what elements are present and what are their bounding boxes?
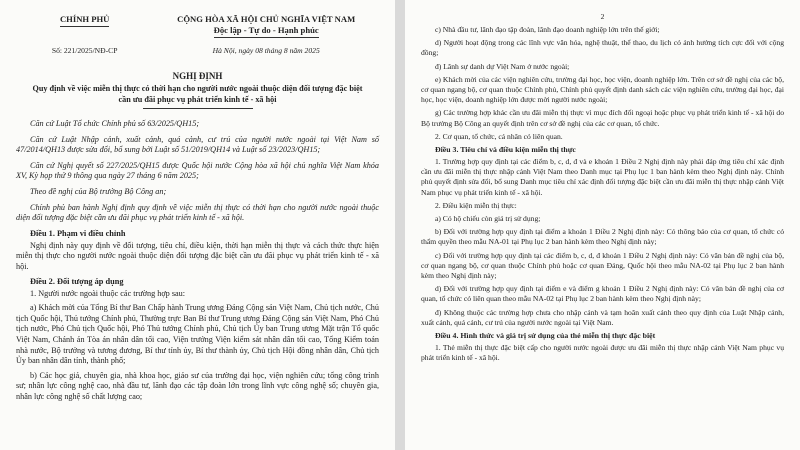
article-3-item: b) Đối với trường hợp quy định tại điểm a khoản 1 Điều 2 Nghị định này: Có thông báo của cơ quan, tổ chức có thẩm quyền theo mẫu NA-01 tại Phụ lục 2 ban hành kèm theo Nghị định này; xyxy=(421,227,784,247)
article-3-item: a) Có hộ chiếu còn giá trị sử dụng; xyxy=(435,214,541,224)
document-meta xyxy=(16,46,379,55)
article-3-item: đ) Không thuộc các trường hợp chưa cho nhập cảnh và tạm hoãn xuất cảnh theo quy định của Luật Nhập cảnh, xuất cảnh, quá cảnh, cư trú của người nước ngoài tại Việt Nam. xyxy=(421,307,784,327)
article-2-item: 1. Người nước ngoài thuộc các trường hợp sau: xyxy=(30,288,186,298)
article-3-item: 2. Điều kiện miễn thị thực: xyxy=(435,200,517,210)
article-2-item: e) Khách mời của các viện nghiên cứu, trường đại học, học viện, doanh nghiệp lớn. Trên cơ sở đề nghị của các bộ, cơ quan ngang bộ, cơ quan thuộc Chính phủ, Chính phủ quyết định danh sách các viện nghiên cứu, trường đại học, đại học, học viện, doanh nghiệp lớn được mời người nước ngoài; xyxy=(421,74,784,105)
article-3-item: 1. Trường hợp quy định tại các điểm b, c, d, đ và e khoản 1 Điều 2 Nghị định này phải đáp ứng tiêu chí xác định cần ưu đãi miễn thị thực nhập cảnh Việt Nam theo Danh mục tại Phụ lục 1 ban hành kèm theo Nghị định này. Chính phủ quyết định sửa đổi, bổ sung Danh mục tiêu chí xác định đối tượng đặc biệt cần ưu đãi miễn thị thực nhập cảnh Việt Nam phục vụ phát triển kinh tế - xã hội. xyxy=(421,157,784,197)
issuing-agency: CHÍNH PHỦ xyxy=(60,14,109,27)
page-header xyxy=(16,14,379,38)
legal-basis-2: Căn cứ Luật Nhập cảnh, xuất cảnh, quá cảnh, cư trú của người nước ngoài tại Việt Nam số 47/2014/QH13 được sửa đổi, bổ sung bởi Luật số 51/2019/QH14 và Luật số 23/2023/QH15; xyxy=(16,134,379,155)
article-4-title: Điều 4. Hình thức và giá trị sử dụng của thẻ miễn thị thực đặc biệt xyxy=(435,331,656,341)
article-2-item: g) Các trường hợp khác cần ưu đãi miễn thị thực vì mục đích đối ngoại hoặc phục vụ phát triển kinh tế - xã hội do Bộ trưởng Bộ Công an quyết định trên cơ sở đề nghị của các cơ quan, tổ chức. xyxy=(421,108,784,128)
document-date: Hà Nội, ngày 08 tháng 8 năm 2025 xyxy=(212,46,320,55)
legal-basis-5: Chính phủ ban hành Nghị định quy định về việc miễn thị thực có thời hạn cho người nước ngoài thuộc diện đối tượng đặc biệt cần ưu đãi phục vụ phát triển kinh tế - xã hội. xyxy=(16,202,379,223)
title-divider xyxy=(143,108,253,109)
article-2-item: 2. Cơ quan, tổ chức, cá nhân có liên quan. xyxy=(435,131,563,141)
article-3-title: Điều 3. Tiêu chí và điều kiện miễn thị thực xyxy=(435,145,576,155)
article-2-title: Điều 2. Đối tượng áp dụng xyxy=(30,276,124,286)
article-2-item: a) Khách mời của Tổng Bí thư Ban Chấp hành Trung ương Đảng Cộng sản Việt Nam, Chủ tịch nước, Chủ tịch Quốc hội, Thủ tướng Chính phủ, Thường trực Ban Bí thư Trung ương Đảng Cộng sản Việt Nam, Phó Chủ tịch nước, Phó Chủ tịch Quốc hội, Phó Thủ tướng Chính phủ, Chủ tịch Ủy ban Trung ương Mặt trận Tổ quốc Việt Nam, Chánh án Tòa án nhân dân tối cao, Viện trưởng Viện kiểm sát nhân dân tối cao, Tổng Kiểm toán nhà nước, Bộ trưởng và tương đương, Bí thư tỉnh ủy, Bí thư thành ủy, Chủ tịch Hội đồng nhân dân, Chủ tịch Ủy ban nhân dân tỉnh, thành phố; xyxy=(16,303,379,366)
document-page-2 xyxy=(405,0,800,450)
article-2-item: b) Các học giả, chuyên gia, nhà khoa học, giáo sư của trường đại học, viện nghiên cứu; tổng công trình sư; nhân lực công nghệ cao, nhà đầu tư, lãnh đạo các tập đoàn lớn trong lĩnh vực công nghệ số; chuyên gia, nhân lực công nghệ số chất lượng cao; xyxy=(16,370,379,401)
article-3-item: c) Đối với trường hợp quy định tại các điểm b, c, d, đ khoản 1 Điều 2 Nghị định này: Có văn bản đề nghị của bộ, cơ quan ngang bộ, cơ quan thuộc Chính phủ hoặc cơ quan Đảng, Quốc hội theo mẫu NA-02 tại Phụ lục 2 ban hành kèm theo Nghị định này; xyxy=(421,250,784,281)
document-page-1 xyxy=(0,0,395,450)
legal-basis-1: Căn cứ Luật Tổ chức Chính phủ số 63/2025/QH15; xyxy=(30,119,200,128)
article-2-item: c) Nhà đầu tư, lãnh đạo tập đoàn, lãnh đạo doanh nghiệp lớn trên thế giới; xyxy=(435,25,660,34)
country-name: CỘNG HÒA XÃ HỘI CHỦ NGHĨA VIỆT NAM xyxy=(177,14,356,24)
document-title: NGHỊ ĐỊNH xyxy=(172,71,223,81)
article-4-item: 1. Thẻ miễn thị thực đặc biệt cấp cho người nước ngoài được ưu đãi miễn thị thực nhập cảnh Việt Nam phục vụ phát triển kinh tế - xã hội. xyxy=(421,343,784,363)
document-number: Số: 221/2025/NĐ-CP xyxy=(51,46,118,55)
legal-basis-3: Căn cứ Nghị quyết số 227/2025/QH15 được Quốc hội nước Cộng hòa xã hội chủ nghĩa Việt Nam khóa XV, Kỳ họp thứ 9 thông qua ngày 27 tháng 6 năm 2025; xyxy=(16,160,379,181)
article-1-text: Nghị định này quy định về đối tượng, tiêu chí, điều kiện, thời hạn miễn thị thực và cách thức thực hiện miễn thị thực cho người nước ngoài thuộc diện đối tượng đặc biệt cần ưu đãi phục vụ phát triển kinh tế - xã hội. xyxy=(16,240,379,271)
article-1-title: Điều 1. Phạm vi điều chỉnh xyxy=(30,228,126,238)
legal-basis-4: Theo đề nghị của Bộ trưởng Bộ Công an; xyxy=(30,186,167,196)
page-number: 2 xyxy=(600,12,605,21)
article-3-item: d) Đối với trường hợp quy định tại điểm e và điểm g khoản 1 Điều 2 Nghị định này: Có văn bản đề nghị của cơ quan, tổ chức có liên quan theo mẫu NA-02 tại Phụ lục 2 ban hành kèm theo Nghị định này; xyxy=(421,284,784,304)
article-2-item: d) Người hoạt động trong các lĩnh vực văn hóa, nghệ thuật, thể thao, du lịch có ảnh hưởng tích cực đối với cộng đồng; xyxy=(421,38,784,58)
document-subtitle: Quy định về việc miễn thị thực có thời hạn cho người nước ngoài thuộc diện đối tượng đặc biệt cần ưu đãi phục vụ phát triển kinh tế - xã hội xyxy=(32,84,363,104)
national-motto: Độc lập - Tự do - Hạnh phúc xyxy=(214,25,319,38)
article-2-item: đ) Lãnh sự danh dự Việt Nam ở nước ngoài; xyxy=(435,61,570,71)
